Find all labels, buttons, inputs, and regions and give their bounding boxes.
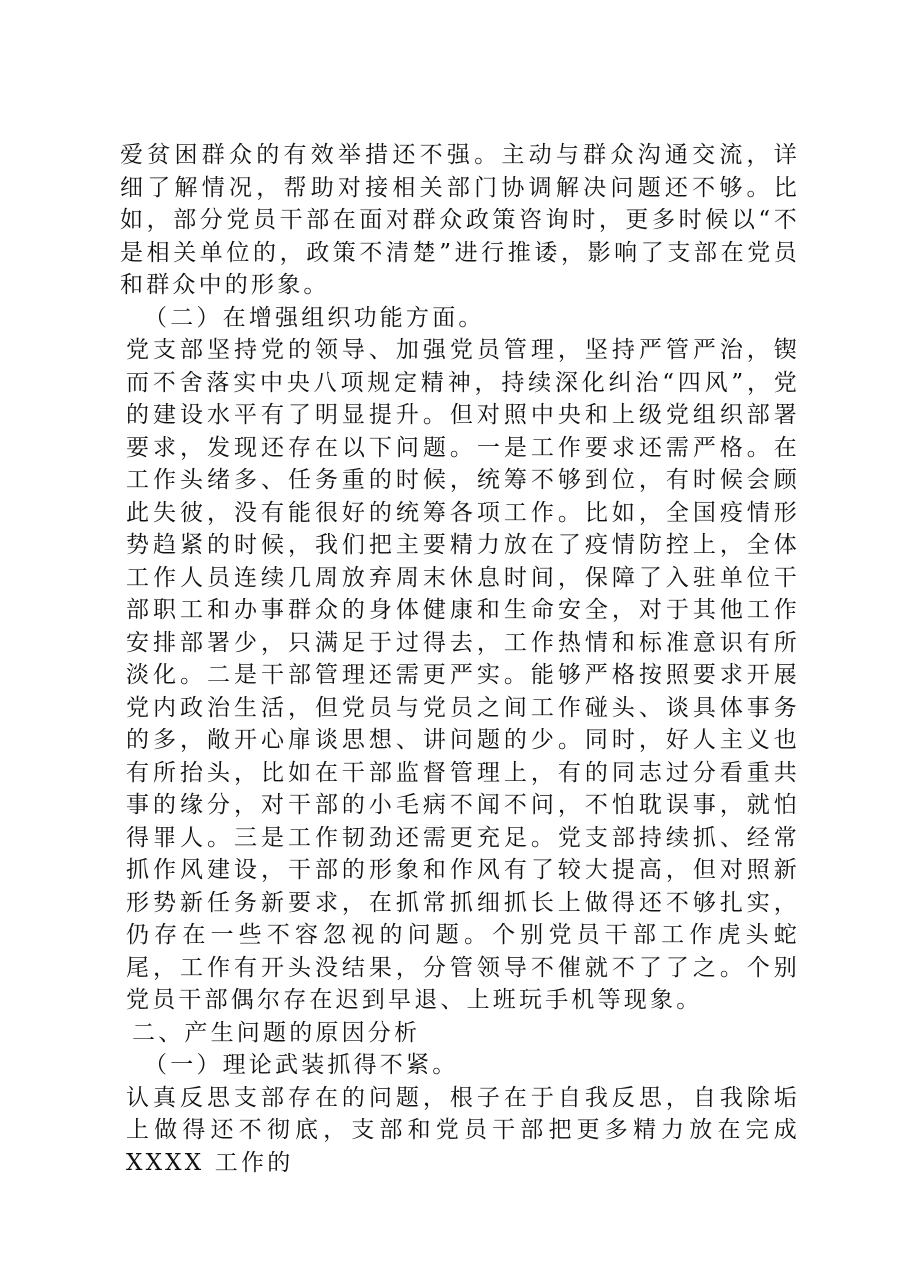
section-heading-cause-analysis: 二、产生问题的原因分析	[132, 1019, 421, 1046]
subheading-theory-study: （一）理论武装抓得不紧。	[144, 1052, 459, 1078]
document-body	[120, 139, 811, 1179]
paragraph-self-reflection: 认真反思支部存在的问题，根子在于自我反思，自我除垢上做得还不彻底，支部和党员干部把更多精力放在完成 XXXX 工作的	[126, 1084, 811, 1176]
paragraph-organization-issues: 党支部坚持党的领导、加强党员管理，坚持严管严治，锲而不舍落实中央八项规定精神，持续深化纠治“四风”，党的建设水平有了明显提升。但对照中央和上级党组织部署要求，发现还存在以下问题。一是工作要求还需严格。在工作头绪多、任务重的时候，统筹不够到位，有时候会顾此失彼，没有能很好的统筹各项工作。比如，全国疫情形势趋紧的时候，我们把主要精力放在了疫情防控上，全体工作人员连续几周放弃周末休息时间，保障了入驻单位干部职工和办事群众的身体健康和生命安全，对于其他工作安排部署少，只满足于过得去，工作热情和标准意识有所淡化。二是干部管理还需更严实。能够严格按照要求开展党内政治生活，但党员与党员之间工作碰头、谈具体事务的多，敞开心扉谈思想、讲问题的少。同时，好人主义也有所抬头，比如在干部监督管理上，有的同志过分看重共事的缘分，对干部的小毛病不闻不问，不怕耽误事，就怕得罪人。三是工作韧劲还需更充足。党支部持续抓、经常抓作风建设，干部的形象和作风有了较大提高，但对照新形势新任务新要求，在抓常抓细抓长上做得还不够扎实，仍存在一些不容忽视的问题。个别党员干部工作虎头蛇尾，工作有开头没结果，分管领导不催就不了了之。个别党员干部偶尔存在迟到早退、上班玩手机等现象。	[126, 337, 800, 1013]
paragraph-continuation: 爱贫困群众的有效举措还不强。主动与群众沟通交流，详细了解情况，帮助对接相关部门协调解决问题还不够。比如，部分党员干部在面对群众政策咨询时，更多时候以“不是相关单位的，政策不清楚”进行推诿，影响了支部在党员和群众中的形象。	[120, 142, 800, 298]
subheading-organization-function: （二）在增强组织功能方面。	[144, 304, 485, 331]
